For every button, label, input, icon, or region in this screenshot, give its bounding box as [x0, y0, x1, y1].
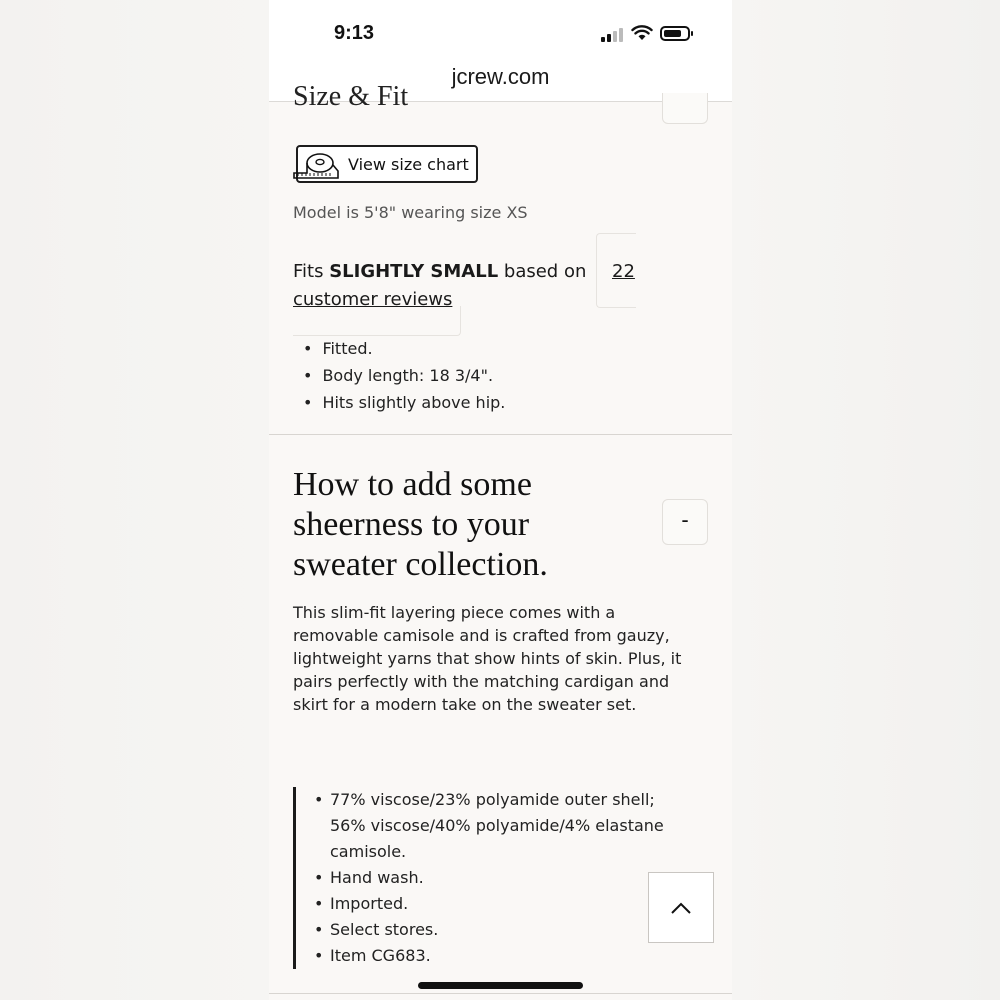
- url-text[interactable]: jcrew.com: [451, 64, 550, 89]
- fit-summary: [293, 258, 635, 314]
- list-item: • Body length: 18 3/4".: [303, 362, 505, 389]
- wifi-icon: [631, 25, 653, 41]
- chevron-up-icon: [670, 901, 692, 915]
- list-item: • Item CG683.: [314, 943, 693, 969]
- view-size-chart-label: View size chart: [348, 155, 469, 174]
- fits-mid: based on: [498, 261, 587, 282]
- product-description: This slim-fit layering piece comes with a removable camisole and is crafted from gauzy, lightweight yarns that show hints of skin. Plus, it pairs perfectly with the matching cardigan and skirt for a modern take on the sweater set.: [293, 603, 682, 714]
- status-bar: [269, 0, 732, 58]
- story-heading: How to add some sheerness to your sweater collection.: [293, 466, 548, 583]
- product-details-list: [293, 787, 693, 969]
- story-collapse-button[interactable]: -: [662, 499, 708, 545]
- tape-measure-icon: [292, 151, 340, 181]
- list-item: • Hand wash.: [314, 865, 693, 891]
- size-fit-title: Size & Fit: [293, 81, 409, 112]
- signal-icon: [601, 28, 623, 42]
- list-item: • Select stores.: [314, 917, 693, 943]
- scroll-to-top-button[interactable]: [648, 872, 714, 943]
- list-item: • Hits slightly above hip.: [303, 389, 505, 416]
- customer-reviews-link[interactable]: customer reviews: [293, 289, 453, 310]
- list-item: • Imported.: [314, 891, 693, 917]
- fits-prefix: Fits: [293, 261, 330, 282]
- fits-value: SLIGHTLY SMALL: [329, 261, 499, 282]
- reviews-link-outline-bottom: [293, 306, 461, 336]
- product-details: [269, 81, 732, 1000]
- list-item: • Fitted.: [303, 335, 505, 362]
- status-time: 9:13: [334, 22, 375, 44]
- model-info: Model is 5'8" wearing size XS: [293, 203, 528, 222]
- reviews-count-link[interactable]: 22: [612, 261, 635, 282]
- bottom-divider: [269, 993, 732, 994]
- section-divider: [269, 434, 732, 435]
- background-right: [732, 0, 1000, 1000]
- size-fit-toggle[interactable]: [662, 93, 708, 124]
- battery-icon: [660, 26, 690, 41]
- phone-screen: [269, 0, 732, 1000]
- list-item: • 77% viscose/23% polyamide outer shell; 56% viscose/40% polyamide/4% elastane camisole.: [314, 787, 693, 865]
- background-left: [0, 0, 269, 1000]
- view-size-chart-button[interactable]: [296, 145, 478, 183]
- fit-points-list: [303, 335, 505, 416]
- home-indicator[interactable]: [418, 982, 583, 989]
